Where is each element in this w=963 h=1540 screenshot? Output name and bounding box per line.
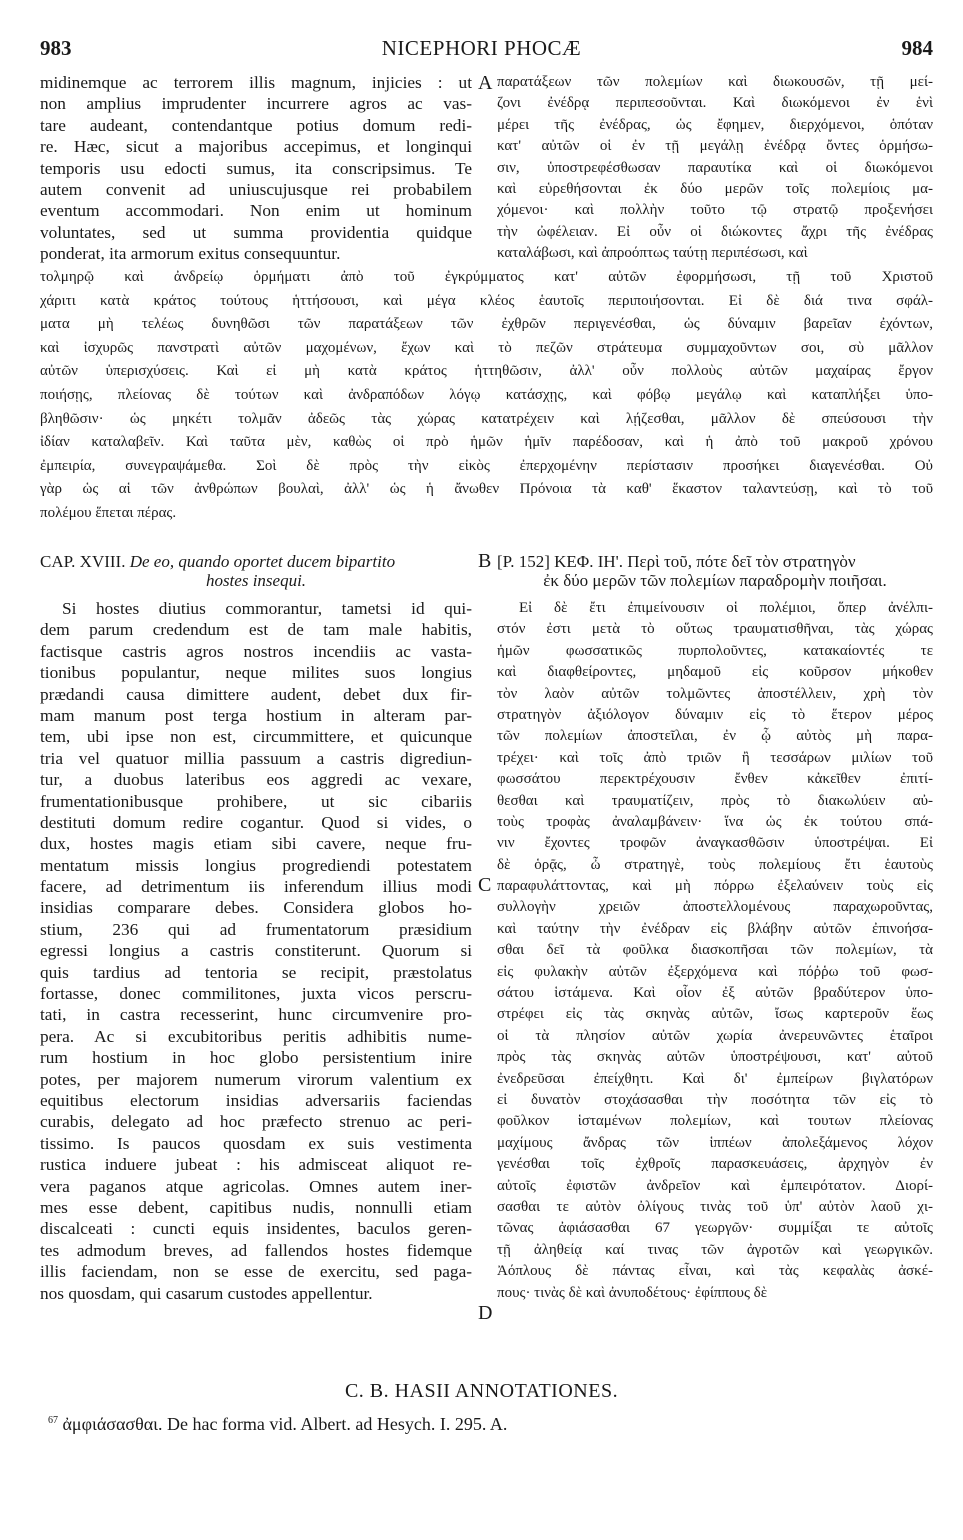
latin-line: dem parum credendum est de tam male habitis, [40, 620, 472, 640]
page-number-left: 983 [40, 36, 72, 60]
latin-line: mam manum post terga hostium in alteram par- [40, 705, 472, 725]
footnote-text: ἀμφιάσασθαι. De hac forma vid. Albert. ad Hesych. I. 295. A. [62, 1414, 508, 1434]
latin-line: mes esse debent, capitibus nudis, nonnulli etiam [40, 1197, 472, 1217]
greek-line: Εἰ δὲ ἔτι ἐπιμείνουσιν οἱ πολέμιοι, ὅπερ ἀνέλπι- [519, 600, 933, 616]
margin-letter-a: A [478, 72, 493, 94]
greek-line: τὸν λαὸν αὐτῶν τολμῶντες ἀποστέλλειν, χρὴ τὸν [497, 685, 933, 702]
latin-line: Si hostes diutius commorantur, tametsi id qui- [62, 599, 472, 618]
latin-line: insidias comparare debes. Considera globos ho- [40, 898, 472, 918]
greek-line: γὰρ ὡς αἱ τῶν ἀνθρώπων βουλαὶ, ἀλλ' ὡς ἡ ἄνωθεν Πρόνοια τὰ καθ' ἕκαστον ταλαντεύσῃ, καὶ τὸ τοῦ [40, 481, 933, 498]
margin-letter-c: C [478, 874, 492, 896]
latin-line: tes admodum breves, ad fallendos hostes fidemque [40, 1240, 472, 1260]
latin-line: equitibus electorum insidias adversariis faciendas [40, 1090, 472, 1110]
latin-line: tionibus populantur, neque milites suos longius [40, 663, 472, 683]
greek-line: σάτου ἱστάμενα. Καὶ οἷον ἐξ αὐτῶν βραδύτερον ὑπο- [497, 985, 933, 1002]
latin-line: destituti domum redire cogantur. Quod si vides, o [40, 812, 472, 832]
greek-line: πους· τινὰς δὲ καὶ ἀνυποδέτους· ἐφίππους δὲ [497, 1284, 768, 1301]
greek-full-width-text [40, 266, 933, 526]
latin-line: frumentationibusque prohibere, ut sic cibariis [40, 791, 472, 811]
greek-line: θεσθαι καὶ τραυματίζειν, πρὸς τὸ διακωλύειν αὐ- [497, 792, 933, 809]
latin-title-line-1: De eo, quando oportet ducem bipartito [129, 552, 396, 571]
latin-column-block-b [40, 598, 472, 1304]
greek-line: καταλάβωσι, καὶ ἀπροόπτως ταύτῃ περιπέσωσι, καὶ [497, 245, 808, 262]
greek-line: σιν, ὑποστρεφέσθωσαν παραυτίκα καὶ οἱ διωκόμενοι [497, 159, 933, 176]
greek-line: σασθαι τε αὐτὸν ὀλίγους τινὰς τοῦ ὑπ' αὐτὸν λαοῦ χι- [497, 1198, 933, 1215]
latin-line: non amplius imprudenter incurrere agros ac vas- [40, 94, 472, 114]
latin-line: quis tardius ad tentoria se recipit, præstolatus [40, 962, 472, 982]
greek-chapter-title [497, 552, 933, 590]
greek-line: στρέφει εἰς τὰς σκηνὰς αὐτῶν, ἴσως καρτεροῦν ἕως [497, 1006, 933, 1023]
running-head: NICEPHORI PHOCÆ [381, 36, 582, 60]
latin-line: autem convenit ad uniuscujusque rei probabilem [40, 179, 472, 199]
margin-letter-d: D [478, 1302, 493, 1324]
latin-line: fortasse, donec commilitones, juxta vicos perscru- [40, 984, 472, 1004]
greek-line: τοὺς τροφὰς ἀναλαμβάνειν· ἵνα ὡς ἐκ τούτου σπά- [497, 813, 933, 830]
latin-line: tare audeant, contendantque potius domum redi- [40, 115, 472, 135]
greek-line: φωσσάτου περεκτρέχουσιν ἔνθεν κἀκεῖθεν ἐπιτί- [497, 771, 933, 788]
greek-line: τῶν πολεμίων ἀποστεῖλαι, ἐν ᾧ αὐτὸς μὴ παρα- [497, 728, 933, 745]
greek-column-block-b [497, 598, 933, 1304]
greek-line: τῇ ἀληθείᾳ καί τινας τῶν ἀγροτῶν καὶ γεωργικῶν. [497, 1241, 933, 1258]
latin-line: potes, per majorem numerum virorum valentium ex [40, 1069, 472, 1089]
latin-line: rum hostium in hoc globo persistentium inire [40, 1048, 472, 1068]
greek-line: βληθῶσιν· ὡς μηκέτι τολμᾶν ἀδεῶς τὰς χώρας κατατρέχειν καὶ λῄζεσθαι, μᾶλλον δὲ σπεύσουσι τὴν [40, 410, 933, 427]
latin-line: re. Hæc, sicut a majoribus accepimus, et longinqui [40, 137, 472, 157]
latin-line: pera. Ac si excubitoribus peritis adhibitis nume- [40, 1026, 472, 1046]
latin-line: eventum accommodari. Non enim ut hominum [40, 201, 472, 221]
margin-letter-b: B [478, 550, 492, 572]
footnote [48, 1414, 507, 1435]
greek-line: δὲ ὁρᾷς, ὦ στρατηγὲ, τοὺς πολεμίους ἔτι ἑαυτοὺς [497, 856, 933, 873]
latin-column-block-a [40, 72, 472, 265]
latin-line: ponderat, ita armorum exitus consequuntur. [40, 244, 341, 264]
greek-line: καὶ ἰσχυρῶς πανστρατὶ αὐτῶν μαχομένων, ἔχων καὶ τὸ πεζῶν στράτευμα συμμαχοῦντων σοι, σὺ μᾶλλον [40, 339, 933, 356]
chapter-number: CAP. XVIII. [40, 552, 126, 571]
greek-line: τὴν ὠφέλειαν. Εἰ οὖν οἱ διώκοντες ἄχρι τῆς ἐνέδρας [497, 223, 933, 240]
latin-line: curabis, delegato ad hoc præfecto strenuo ac peri- [40, 1112, 472, 1132]
latin-line: facere, ad detrimentum iis inferendum illius modi [40, 877, 472, 897]
latin-line: rustica induere jubeat : his admisceat aliquot re- [40, 1155, 472, 1175]
greek-line: αὐτοῖς ἐφιστῶν ἀνδρεῖον καὶ ἐμπειρότατον. Διορί- [497, 1177, 933, 1194]
greek-line: στρατηγὸν ἀξιόλογον δύναμιν εἰς τὸ ἕτερον μέρος [497, 706, 933, 723]
latin-line: illis faciendam, non se esse de exercitu, sed paga- [40, 1262, 472, 1282]
greek-line: ἐμπειρία, συνεγραψάμεθα. Σοὶ δὲ πρὸς τὴν εἰκὸς ἐπερχομένην περίστασιν προσήκει διαγενέσθαι. Οὐ [40, 457, 933, 474]
latin-line: tati, in castra recesserint, hunc circumvenire pro- [40, 1005, 472, 1025]
greek-line: παραφυλάττοντας, καὶ μὴ πόρρω ἐξελαύνειν τοὺς εἰς [497, 878, 933, 895]
latin-line: nos quosdam, qui casarum custodes appellentur. [40, 1283, 373, 1303]
greek-line: αὐτῶν ὑπερισχύσεις. Καὶ εἰ μὴ κατὰ κράτος ἡττηθῶσιν, ἀλλ' οὖν πολλοὺς αὐτῶν μαχαίρας ἔργον [40, 363, 933, 380]
latin-line: tria vel quatuor millia passuum a castris digrediun- [40, 748, 472, 768]
latin-line: midinemque ac terrorem illis magnum, injicies : ut [40, 73, 472, 92]
latin-line: tem, ubi ipse non est, circummittere, et quicunque [40, 727, 472, 747]
greek-line: σθαι δεῖ τὰ φοῦλκα διασκοπῆσαι τῶν πολεμίων, τὰ [497, 942, 933, 959]
greek-line: μέρει τῆς ἐνέδρας, ὡς ἔφημεν, διερχόμενοι, ὁπόταν [497, 116, 933, 133]
greek-line: εἰ δυνατὸν στοχάσασθαι τὴν ποσότητα τῶν εἰς τὸ [497, 1091, 933, 1108]
greek-line: πρὸς τὰς σκηνὰς αὐτῶν ὑποστρέψουσι, κατ' αὐτοῦ [497, 1049, 933, 1066]
greek-line: ἰδίαν καταλαβεῖν. Καὶ ταῦτα μὲν, καθὼς οἱ πρὸ ἡμῶν ἡμῖν παρέδοσαν, καὶ ἡ ἀπὸ τοῦ μακροῦ χρόνου [40, 434, 933, 451]
greek-column-block-a [497, 72, 933, 265]
latin-line: mentatum missis longius progrediendi potestatem [40, 855, 472, 875]
latin-line: vera paganos atque agricolas. Omnes autem iner- [40, 1176, 472, 1196]
latin-chapter-title [40, 552, 472, 590]
greek-line: τολμηρῷ καὶ ἀνδρείῳ ὁρμήματι ἀπὸ τοῦ ἐγκρύμματος κατ' αὐτῶν ἐφορμήσωσι, τῇ τοῦ Χριστοῦ [40, 269, 933, 285]
greek-line: ζονι ἐνέδρᾳ περιπεσοῦνται. Καὶ διωκόμενοι ἐν ἑνὶ [497, 95, 933, 112]
greek-line: χάριτι κατὰ κράτος τούτους ἡττήσουσι, καὶ μέγα κλέος ἑαυτοῖς περιποιήσονται. Εἰ δὲ διά τινα σφάλ- [40, 292, 933, 309]
greek-line: εἰς φυλακὴν αὐτῶν ἐξερχόμενα καὶ πόῤῥω τοῦ φωσ- [497, 963, 933, 980]
annotations-heading: C. B. HASII ANNOTATIONES. [344, 1380, 619, 1402]
latin-line: voluntates, sed ut summa providentia quidque [40, 222, 472, 242]
latin-line: prædandi causa dimittere audent, debet dux fir- [40, 684, 472, 704]
greek-line: ματα μὴ τελέως δυνηθῶσι τῶν παρατάξεων τῶν ἐχθρῶν περιγενέσθαι, ὡς δύναμιν βαρεῖαν ἐχόντων, [40, 316, 933, 333]
greek-line: ἡμῶν φωσσατικῶς πυρπολοῦντες, κατακαίοντές τε [497, 642, 933, 659]
greek-line: πολέμου ἕπεται πέρας. [40, 504, 177, 521]
greek-title-line-2: ἐκ δύο μερῶν τῶν πολεμίων παραδρομὴν ποιῆσαι. [543, 571, 887, 590]
greek-line: ποιήσῃς, πλείονας δὲ τούτων καὶ ἀνδραπόδων λόγῳ κατάσχῃς, καὶ φόβῳ μεγάλῳ καὶ καταπλήξει ὑπο- [40, 386, 933, 403]
footnote-number: 67 [48, 1415, 58, 1426]
greek-line: Ἀόπλους δὲ πάντας εἶναι, καὶ τὰς κεφαλὰς ἀσκέ- [497, 1263, 933, 1280]
greek-line: τρέχει· καὶ τοῖς ἀπὸ τριῶν ἢ τεσσάρων μιλίων τοῦ [497, 749, 933, 766]
latin-line: tissimo. Is paucos quosdam ex suis vestimenta [40, 1133, 472, 1153]
latin-line: stium, 236 qui ad frumentatorum præsidium [40, 919, 472, 939]
greek-title-line-1: [P. 152] ΚΕΦ. ΙΗ'. Περὶ τοῦ, πότε δεῖ τὸν στρατηγὸν [497, 552, 856, 571]
greek-line: τῶνας ἀφιάσασθαι 67 γεωργῶν· συμμίξαι τε αὐτοῖς [497, 1220, 933, 1237]
greek-line: καὶ διαφθείροντες, μηδαμοῦ εἰς κοῦρσον μήκοθεν [497, 664, 933, 681]
greek-line: χόμενοι· καὶ πολλὴν τοῦτο τῷ στρατῷ προξενήσει [497, 202, 933, 219]
latin-line: discalceati : cuncti equis insidentes, baculos geren- [40, 1219, 472, 1239]
greek-line: νιν ἔχοντες τροφῶν ἀναγκασθῶσιν ὑποστρέψαι. Εἰ [497, 835, 933, 852]
greek-line: οἱ τὰ πλησίον αὐτῶν χωρία ἀνερευνῶντες ἑταῖροι [497, 1027, 933, 1044]
greek-line: συλλογὴν χρειῶν ἀποστελλομένους παραχωροῦντας, [497, 899, 933, 916]
greek-line: καὶ εὑρεθήσονται ἐκ δύο μερῶν τοῖς πολεμίοις μα- [497, 180, 933, 197]
greek-line: μαχίμους ἄνδρας τῶν ἱππέων ἀπολεξάμενος λόχον [497, 1134, 933, 1151]
greek-line: στόν ἐστι μετὰ τὸ οὕτως τραυματισθῆναι, τὰς χώρας [497, 621, 933, 638]
greek-line: καὶ ταύτην τὴν ἐνέδραν εἰς βλάβην αὐτῶν ἐπινοήσα- [497, 920, 933, 937]
latin-line: dux, hostes magis etiam sibi cavere, neque fru- [40, 834, 472, 854]
latin-line: temporis usu edocti sumus, ita conscripsimus. Te [40, 158, 472, 178]
greek-line: παρατάξεων τῶν πολεμίων καὶ διωκουσῶν, τῇ μεί- [497, 74, 933, 90]
greek-line: φοῦλκον ἱσταμένων πολεμίων, καὶ τουτων πλείονας [497, 1113, 933, 1130]
page-number-right: 984 [901, 36, 933, 60]
latin-line: egressi longius a castris constiterunt. Quorum si [40, 941, 472, 961]
greek-line: ἐνεδρεῦσαι ἐπείχθητι. Καὶ δι' ἐμπείρων βιγλατόρων [497, 1070, 933, 1087]
latin-line: factisque castris agros nostros incendiis ac vasta- [40, 641, 472, 661]
latin-line: tur, a duobus lateribus eos aggredi ac vexare, [40, 770, 472, 790]
greek-line: κατ' αὐτῶν οἱ ἐν τῇ μεγάλῃ ἐνέδρᾳ ὄντες ὁρμήσω- [497, 138, 933, 155]
latin-title-line-2: hostes insequi. [205, 571, 307, 590]
greek-line: γενέσθαι τοῖς ἐχθροῖς παρασκευάσεις, ἀρχηγὸν ἐν [497, 1156, 933, 1173]
